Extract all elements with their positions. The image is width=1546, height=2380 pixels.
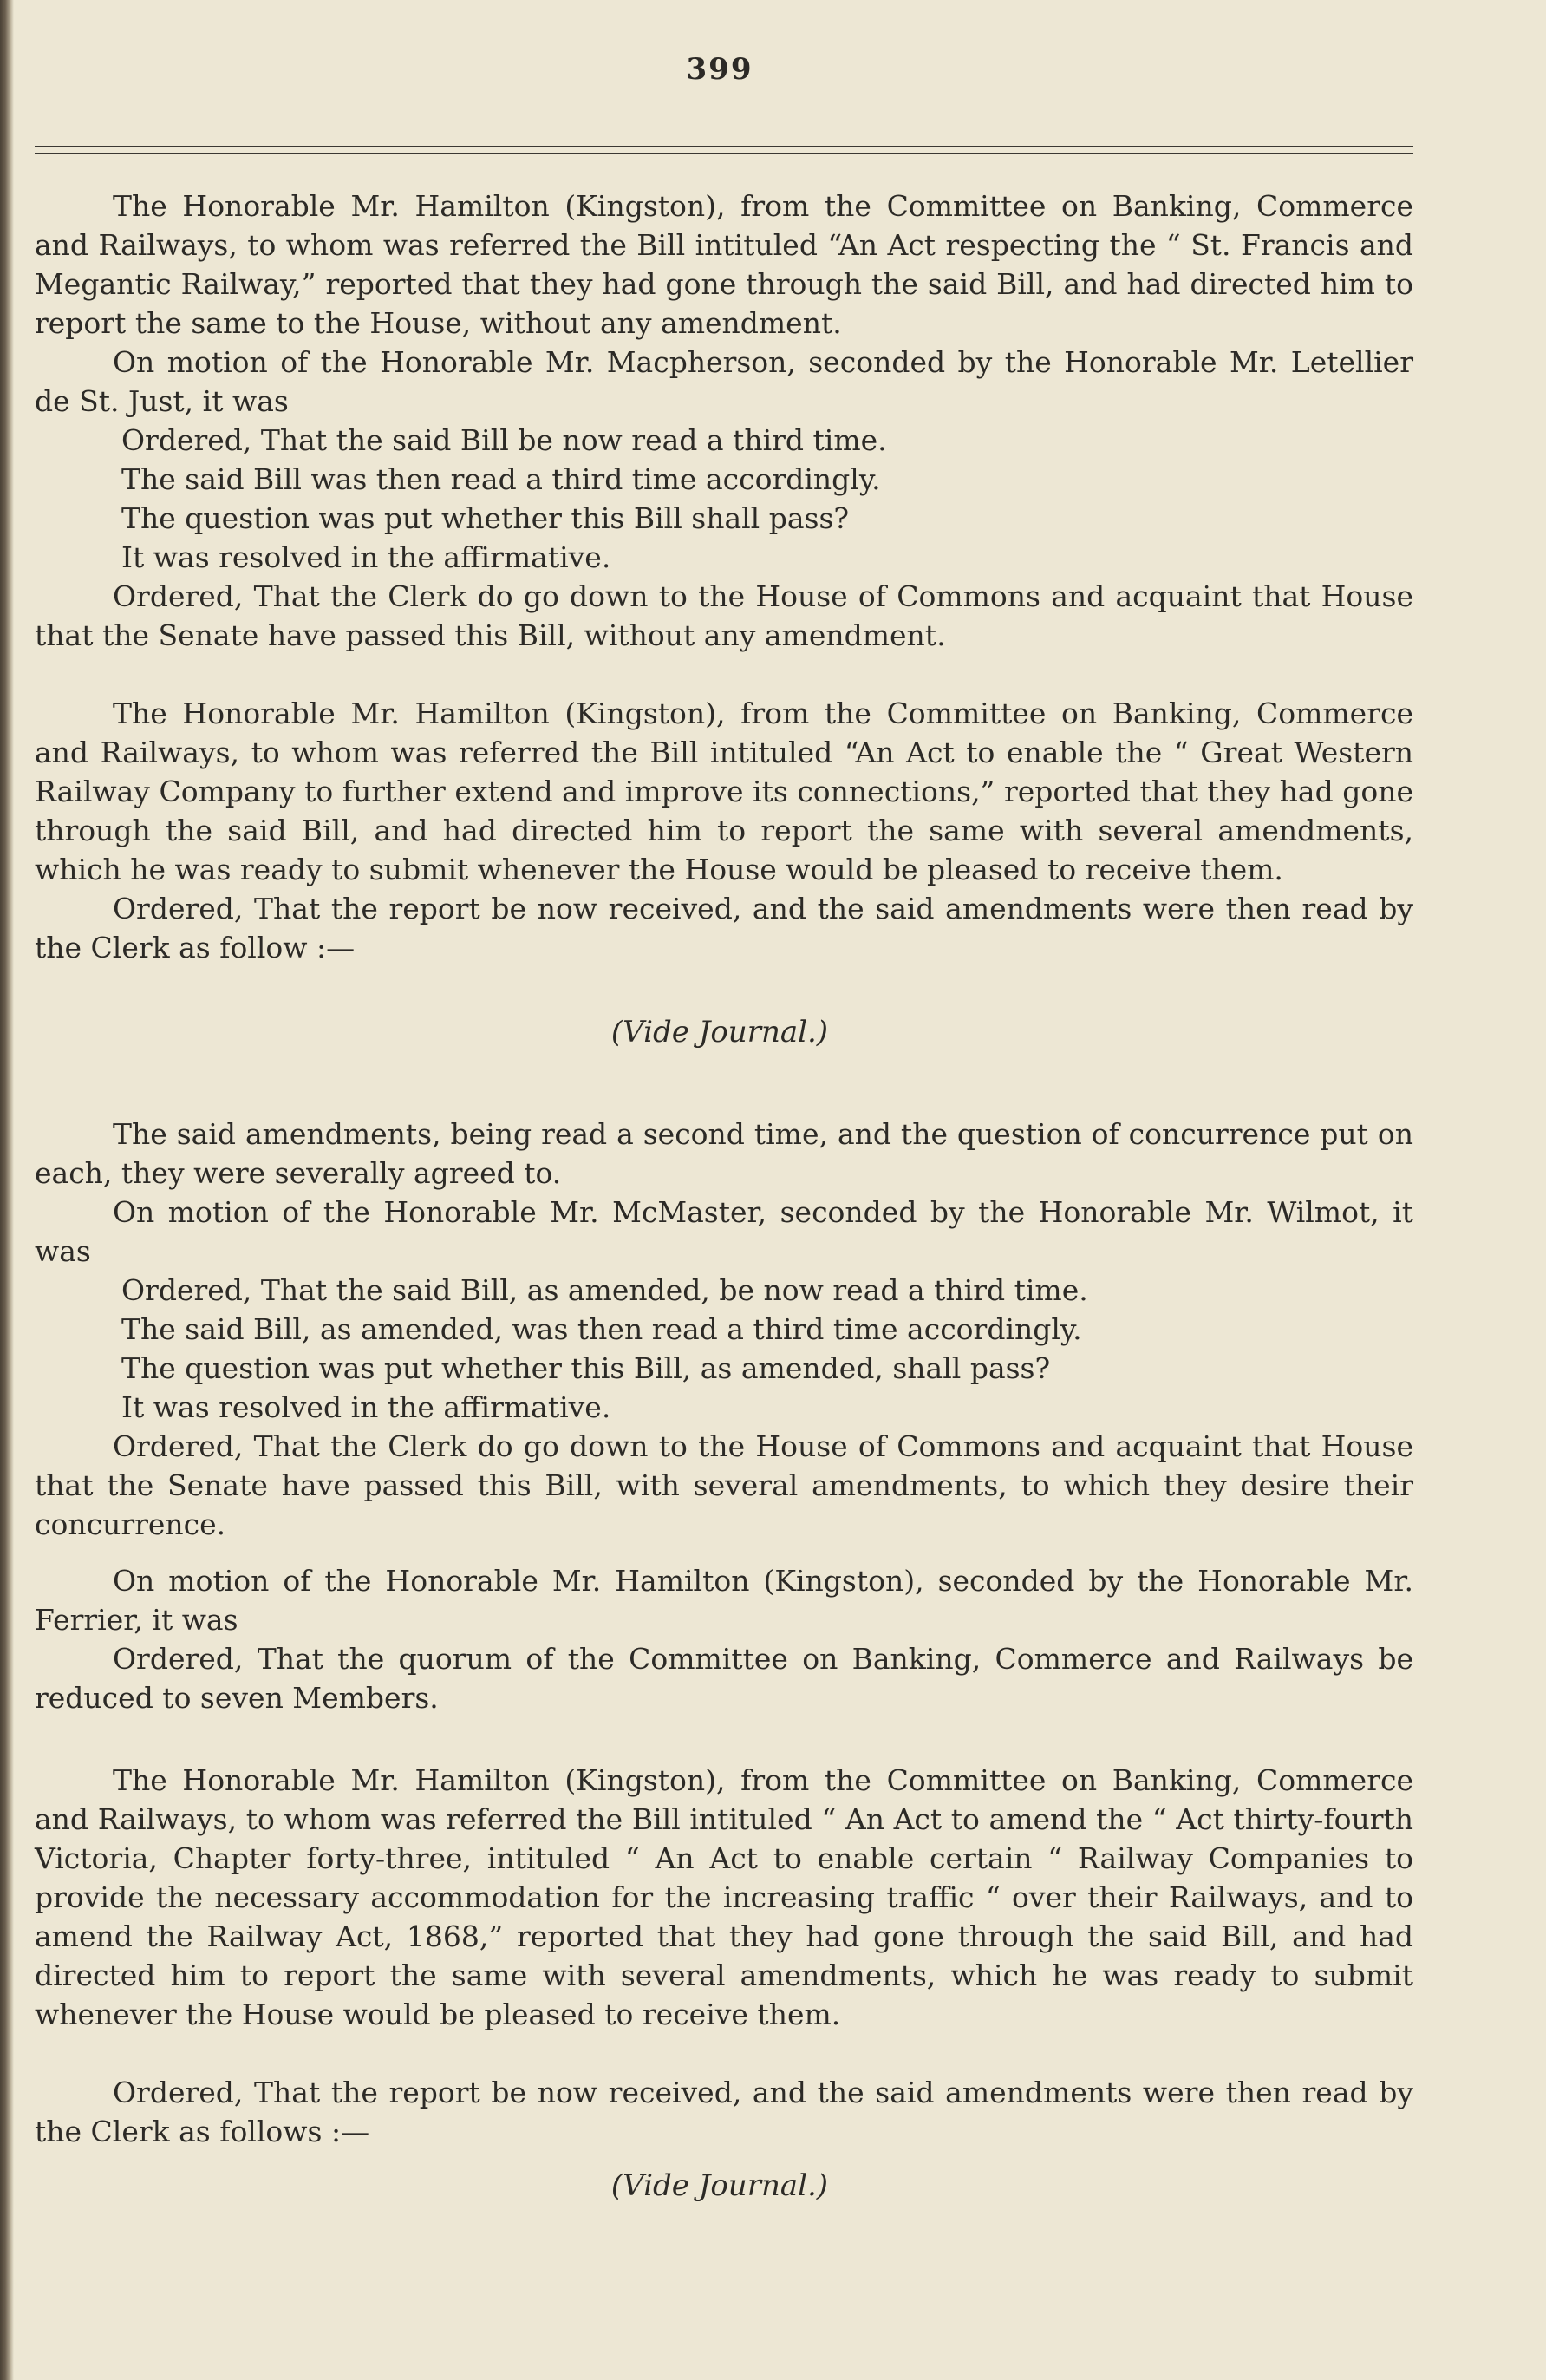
vide-journal-note: (Vide Journal.) — [610, 2168, 829, 2203]
document-page — [26, 0, 1500, 2380]
paragraph: It was resolved in the affirmative. — [121, 540, 611, 574]
page-number: 399 — [686, 52, 753, 87]
paragraph: The question was put whether this Bill shall pass? — [121, 501, 850, 535]
paragraph: The Honorable Mr. Hamilton (Kingston), from the Committee on Banking, Commerce and Railways, to whom was referred the Bill intituled “ An Act to amend the “ Act thirty-fourth Victoria, Chapter forty-three, intituled “ An Act to enable certain “ Railway Companies to provide the necessary accommodation for the increasing traffic “ over their Railways, and to amend the Railway Act, 1868,” reported that they had gone through the said Bill, and had directed him to report the same with several amendments, which he was ready to submit whenever the House would be pleased to receive them. — [35, 1763, 1413, 2031]
paragraph: The Honorable Mr. Hamilton (Kingston), from the Committee on Banking, Commerce and Railways, to whom was referred the Bill intituled “An Act respecting the “ St. Francis and Megantic Railway,” reported that they had gone through the said Bill, and had directed him to report the same to the House, without any amendment. — [35, 189, 1413, 340]
book-binding-edge — [0, 0, 14, 2380]
paragraph: Ordered, That the report be now received, and the said amendments were then read by the Clerk as follow :— — [35, 892, 1413, 964]
paragraph: Ordered, That the Clerk do go down to the House of Commons and acquaint that House that the Senate have passed this Bill, without any amendment. — [35, 579, 1413, 652]
paragraph: The said amendments, being read a second time, and the question of concurrence put on each, they were severally agreed to. — [35, 1117, 1413, 1190]
paragraph: On motion of the Honorable Mr. Macpherson, seconded by the Honorable Mr. Letellier de St. Just, it was — [35, 345, 1413, 418]
paragraph: The said Bill, as amended, was then read a third time accordingly. — [121, 1312, 1082, 1346]
paragraph: The said Bill was then read a third time accordingly. — [121, 462, 881, 496]
paragraph: It was resolved in the affirmative. — [121, 1390, 611, 1424]
header-rule-thin — [35, 153, 1413, 154]
paragraph: On motion of the Honorable Mr. McMaster, seconded by the Honorable Mr. Wilmot, it was — [35, 1195, 1413, 1268]
paragraph: Ordered, That the quorum of the Committee on Banking, Commerce and Railways be reduced to seven Members. — [35, 1642, 1413, 1715]
paragraph: The Honorable Mr. Hamilton (Kingston), from the Committee on Banking, Commerce and Railways, to whom was referred the Bill intituled “An Act to enable the “ Great Western Railway Company to further extend and improve its connections,” reported that they had gone through the said Bill, and had directed him to report the same with several amendments, which he was ready to submit whenever the House would be pleased to receive them. — [35, 696, 1413, 886]
paragraph: Ordered, That the said Bill, as amended, be now read a third time. — [121, 1273, 1088, 1307]
header-rule — [35, 146, 1413, 147]
paragraph: Ordered, That the Clerk do go down to the House of Commons and acquaint that House that the Senate have passed this Bill, with several amendments, to which they desire their concurrence. — [35, 1429, 1413, 1541]
paragraph: On motion of the Honorable Mr. Hamilton (Kingston), seconded by the Honorable Mr. Ferrier, it was — [35, 1564, 1413, 1637]
paragraph: The question was put whether this Bill, as amended, shall pass? — [121, 1351, 1051, 1385]
paragraph: Ordered, That the report be now received, and the said amendments were then read by the Clerk as follows :— — [35, 2076, 1413, 2148]
paragraph: Ordered, That the said Bill be now read a third time. — [121, 423, 887, 457]
vide-journal-note: (Vide Journal.) — [610, 1015, 829, 1049]
